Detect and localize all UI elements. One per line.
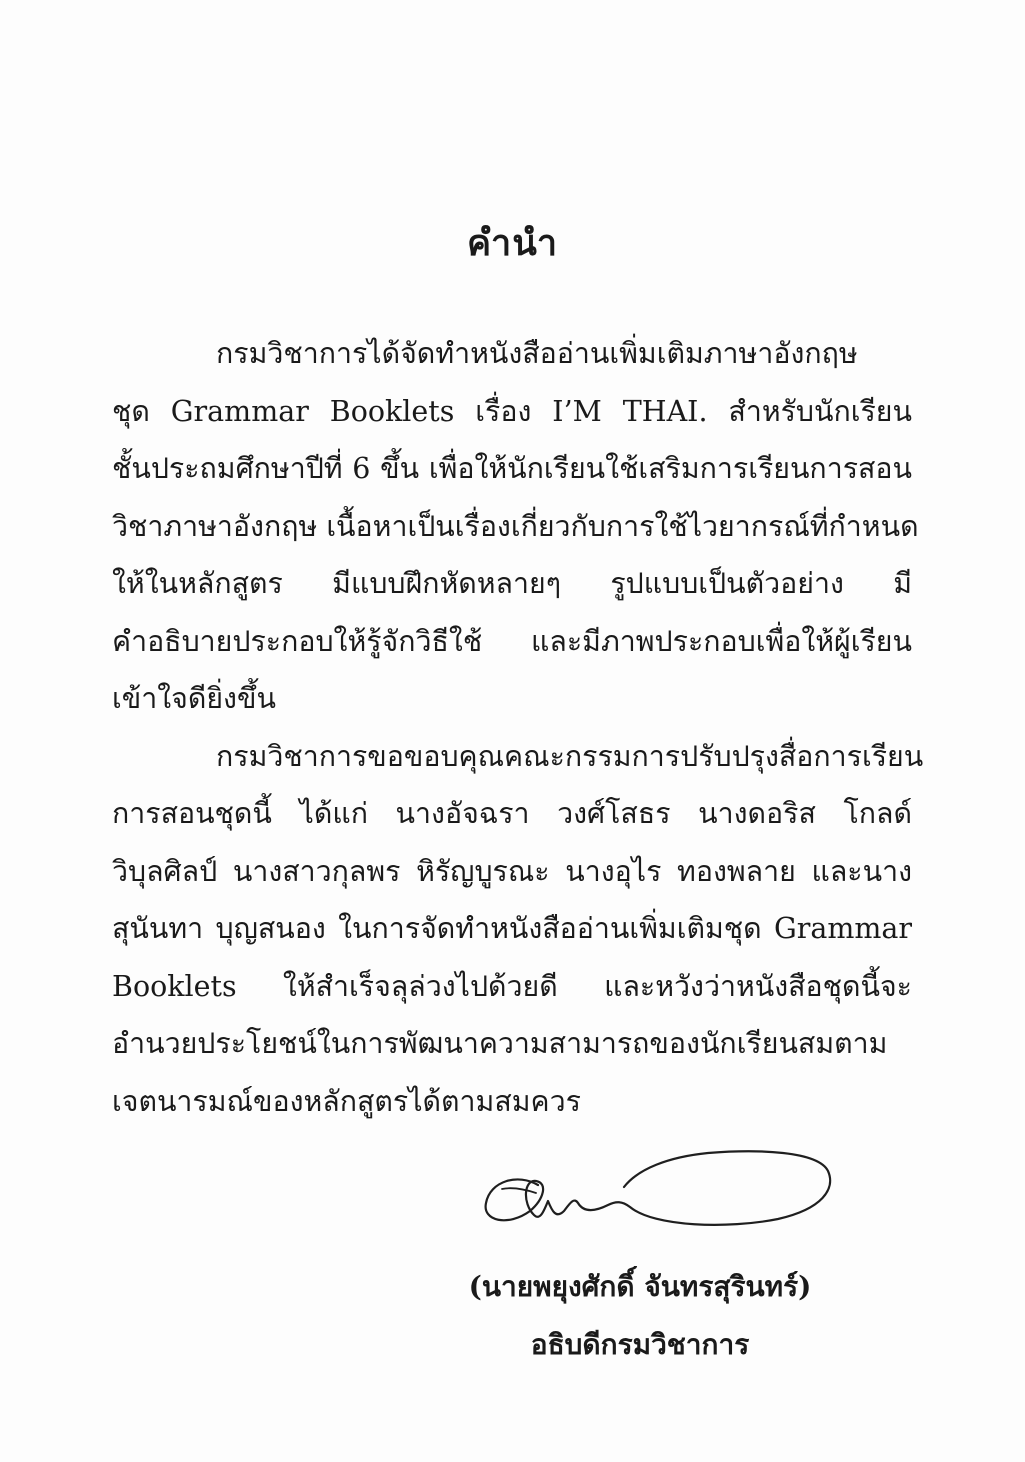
text-line: วิชาภาษาอังกฤษ เนื้อหาเป็นเรื่องเกี่ยวกับการใช้ไวยากรณ์ที่กำหนด (112, 509, 919, 543)
signer-name: (นายพยุงศักดิ์ จันทรสุรินทร์) (468, 1270, 812, 1303)
text-line: เข้าใจดียิ่งขึ้น (112, 682, 276, 715)
text-line: การสอนชุดนี้ ได้แก่ นางอัจฉรา วงศ์โสธร นางดอริส โกลด์ (112, 797, 912, 830)
text-line: ให้ในหลักสูตร มีแบบฝึกหัดหลายๆ รูปแบบเป็นตัวอย่าง มี (112, 567, 912, 600)
text-line: ชั้นประถมศึกษาปีที่ 6 ขึ้น เพื่อให้นักเรียนใช้เสริมการเรียนการสอน (112, 452, 912, 485)
text-line: คำอธิบายประกอบให้รู้จักวิธีใช้ และมีภาพประกอบเพื่อให้ผู้เรียน (112, 624, 912, 658)
signer-block (440, 1258, 840, 1374)
signer-title: อธิบดีกรมวิชาการ (530, 1328, 750, 1361)
text-line: กรมวิชาการขอขอบคุณคณะกรรมการปรับปรุงสื่อการเรียน (216, 739, 924, 773)
handwritten-signature (478, 1145, 838, 1240)
text-line: สุนันทา บุญสนอง ในการจัดทำหนังสืออ่านเพิ่มเติมชุด Grammar (112, 912, 912, 945)
text-line: เจตนารมณ์ของหลักสูตรได้ตามสมควร (112, 1084, 581, 1118)
text-line: กรมวิชาการได้จัดทำหนังสืออ่านเพิ่มเติมภาษาอังกฤษ (216, 337, 858, 370)
text-line: วิบุลศิลป์ นางสาวกุลพร หิรัญบูรณะ นางอุไร ทองพลาย และนาง (112, 854, 912, 888)
page-title: คำนำ (466, 222, 559, 264)
text-line: ชุด Grammar Booklets เรื่อง I’M THAI. สำหรับนักเรียน (112, 394, 912, 428)
text-line: Booklets ให้สำเร็จลุล่วงไปด้วยดี และหวังว่าหนังสือชุดนี้จะ (112, 969, 912, 1003)
body-text (112, 325, 924, 1130)
text-line: อำนวยประโยชน์ในการพัฒนาความสามารถของนักเรียนสมตาม (112, 1027, 888, 1060)
